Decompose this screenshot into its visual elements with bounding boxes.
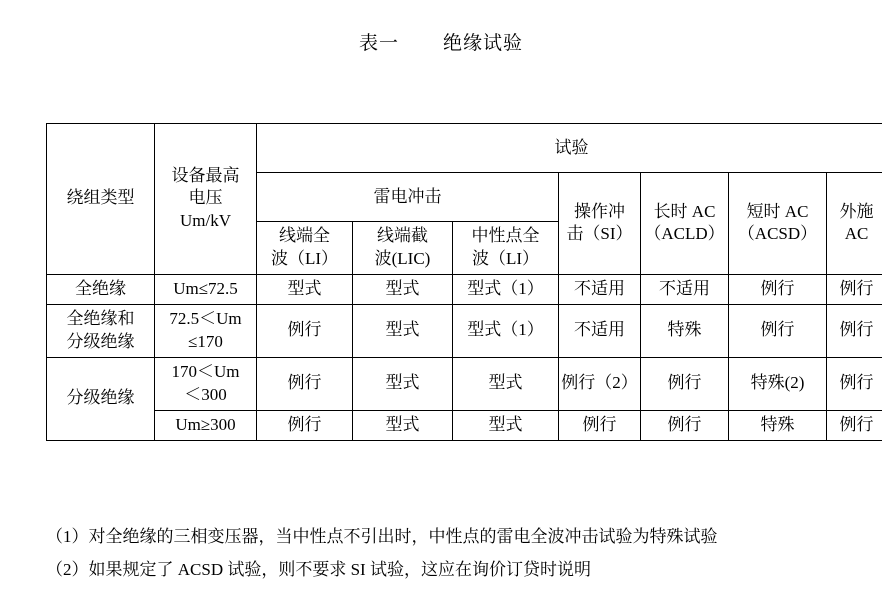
row4-long-ac: 例行 [641, 410, 729, 440]
row3-short-ac: 特殊(2) [729, 357, 827, 410]
header-li-full-line2: 波（LI） [259, 248, 350, 271]
header-switching-impulse-line2: 击（SI） [561, 223, 638, 246]
row3-switching-impulse: 例行（2） [559, 357, 641, 410]
header-li-chopped [353, 222, 453, 275]
note-2: （2）如果规定了 ACSD 试验，则不要求 SI 试验，这应在询价订贷时说明 [46, 553, 846, 586]
insulation-test-table [46, 123, 882, 441]
table-row [47, 304, 882, 357]
row2-li-neutral: 型式（1） [453, 304, 559, 357]
header-li-chopped-line1: 线端截 [355, 225, 450, 248]
row4-external-ac: 例行 [827, 410, 882, 440]
header-li-full-line1: 线端全 [259, 225, 350, 248]
row2-winding-type-line1: 全绝缘和 [49, 308, 152, 331]
row4-li-full: 例行 [257, 410, 353, 440]
header-row-1 [47, 124, 882, 173]
header-li-full [257, 222, 353, 275]
row1-external-ac: 例行 [827, 274, 882, 304]
row2-long-ac: 特殊 [641, 304, 729, 357]
header-long-ac [641, 173, 729, 275]
table-notes [46, 520, 846, 586]
row2-li-chopped: 型式 [353, 304, 453, 357]
row2-winding-type [47, 304, 155, 357]
row3-winding-type: 分级绝缘 [47, 357, 155, 440]
header-switching-impulse-line1: 操作冲 [561, 201, 638, 224]
row2-winding-type-line2: 分级绝缘 [49, 331, 152, 354]
row4-max-voltage: Um≥300 [155, 410, 257, 440]
row1-short-ac: 例行 [729, 274, 827, 304]
row2-max-voltage-line1: 72.5＜Um [157, 308, 254, 331]
page-title [0, 28, 882, 55]
header-external-ac-line1: 外施 [829, 201, 882, 224]
row3-li-chopped: 型式 [353, 357, 453, 410]
row2-li-full: 例行 [257, 304, 353, 357]
header-li-neutral-line2: 波（LI） [455, 248, 556, 271]
header-li-neutral-line1: 中性点全 [455, 225, 556, 248]
header-winding-type: 绕组类型 [47, 124, 155, 275]
header-switching-impulse [559, 173, 641, 275]
note-1: （1）对全绝缘的三相变压器，当中性点不引出时，中性点的雷电全波冲击试验为特殊试验 [46, 520, 846, 553]
header-max-voltage [155, 124, 257, 275]
document-page [0, 28, 882, 599]
row1-long-ac: 不适用 [641, 274, 729, 304]
row1-switching-impulse: 不适用 [559, 274, 641, 304]
row3-external-ac: 例行 [827, 357, 882, 410]
header-short-ac-line1: 短时 AC [731, 201, 824, 224]
table-row [47, 274, 882, 304]
row2-external-ac: 例行 [827, 304, 882, 357]
row4-short-ac: 特殊 [729, 410, 827, 440]
header-li-chopped-line2: 波(LIC) [355, 248, 450, 271]
header-short-ac-line2: （ACSD） [731, 223, 824, 246]
row4-switching-impulse: 例行 [559, 410, 641, 440]
table-row [47, 410, 882, 440]
row2-short-ac: 例行 [729, 304, 827, 357]
header-lightning-impulse: 雷电冲击 [257, 173, 559, 222]
row2-switching-impulse: 不适用 [559, 304, 641, 357]
header-li-neutral [453, 222, 559, 275]
insulation-test-table-wrapper [46, 123, 836, 441]
table-row [47, 357, 882, 410]
header-short-ac [729, 173, 827, 275]
row1-winding-type: 全绝缘 [47, 274, 155, 304]
row3-max-voltage-line2: ＜300 [157, 384, 254, 407]
title-prefix: 表一 [359, 33, 399, 54]
header-max-voltage-line3: Um/kV [157, 210, 254, 233]
row3-li-full: 例行 [257, 357, 353, 410]
row4-li-neutral: 型式 [453, 410, 559, 440]
row2-max-voltage-line2: ≤170 [157, 331, 254, 354]
header-external-ac [827, 173, 882, 275]
row3-max-voltage [155, 357, 257, 410]
header-external-ac-line2: AC [829, 223, 882, 246]
row2-max-voltage [155, 304, 257, 357]
row1-max-voltage: Um≤72.5 [155, 274, 257, 304]
header-long-ac-line2: （ACLD） [643, 223, 726, 246]
row4-li-chopped: 型式 [353, 410, 453, 440]
header-long-ac-line1: 长时 AC [643, 201, 726, 224]
header-max-voltage-line1: 设备最高 [157, 165, 254, 188]
row3-li-neutral: 型式 [453, 357, 559, 410]
header-test-group: 试验 [257, 124, 882, 173]
row3-long-ac: 例行 [641, 357, 729, 410]
row1-li-chopped: 型式 [353, 274, 453, 304]
row1-li-full: 型式 [257, 274, 353, 304]
row3-max-voltage-line1: 170＜Um [157, 361, 254, 384]
row1-li-neutral: 型式（1） [453, 274, 559, 304]
title-main: 绝缘试验 [443, 33, 523, 54]
header-max-voltage-line2: 电压 [157, 187, 254, 210]
